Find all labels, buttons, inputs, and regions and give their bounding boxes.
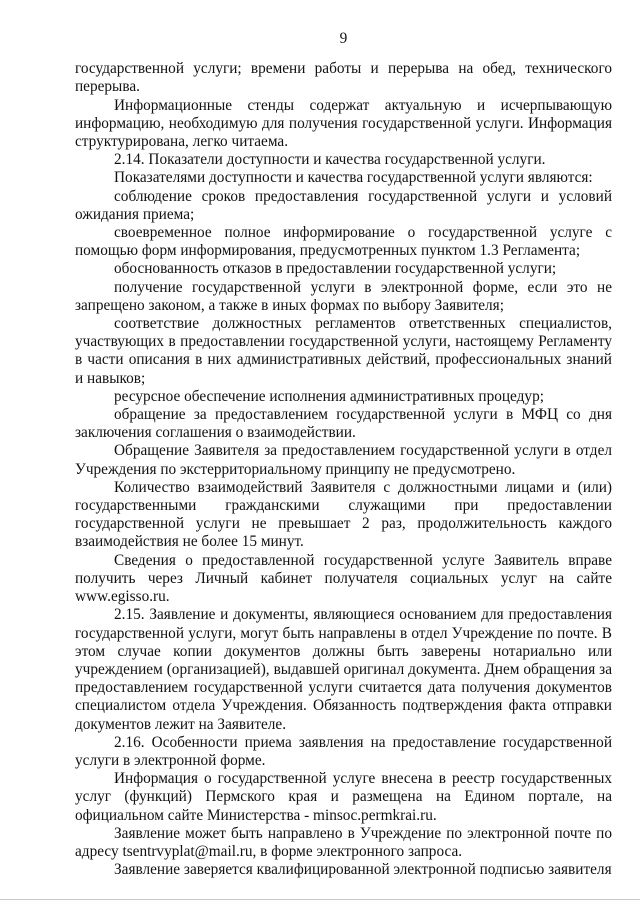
paragraph: Обращение Заявителя за предоставлением государственной услуги в отдел Учреждения по экстерриториальному принципу не предусмотрено. [75,442,612,478]
document-body [75,60,612,879]
section-heading: 2.14. Показатели доступности и качества государственной услуги. [114,151,546,169]
list-item: соответствие должностных регламентов ответственных специалистов, участвующих в предоставлении государственной услуги, настоящему Регламенту в части описания в них административных действий, профессиональных знаний и навыков; [75,315,612,387]
paragraph: Заявление может быть направлено в Учреждение по электронной почте по адресу tsentrvyplat@mail.ru, в форме электронного запроса. [75,824,612,860]
list-item: соблюдение сроков предоставления государственной услуги и условий ожидания приема; [75,187,612,223]
document-page [75,30,612,879]
scan-edge-line [0,899,640,900]
paragraph: Показателями доступности и качества государственной услуги являются: [114,169,593,187]
list-item: получение государственной услуги в электронной форме, если это не запрещено законом, а также в иных формах по выбору Заявителя; [75,278,612,314]
list-item: обращение за предоставлением государственной услуги в МФЦ со дня заключения соглашения о взаимодействии. [75,406,612,442]
paragraph: государственной услуги; времени работы и перерыва на обед, технического перерыва. [75,60,612,96]
paragraph: Количество взаимодействий Заявителя с должностными лицами и (или) государственными гражданскими служащими при предоставлении государственной услуги не превышает 2 раз, продолжительность каждого взаимодействия не более 15 минут. [75,478,612,551]
list-item: обоснованность отказов в предоставлении государственной услуги; [114,260,557,278]
list-item: ресурсное обеспечение исполнения административных процедур; [114,387,544,405]
paragraph: Заявление заверяется квалифицированной электронной подписью заявителя [114,861,612,879]
list-item: своевременное полное информирование о государственной услуге с помощью форм информирования, предусмотренных пунктом 1.3 Регламента; [75,224,612,260]
paragraph: Информация о государственной услуге внесена в реестр государственных услуг (функций) Пермского края и размещена на Едином портале, на официальном сайте Министерства - minsoc.permkrai.ru. [75,770,612,824]
paragraph: Сведения о предоставленной государственной услуге Заявитель вправе получить через Личный кабинет получателя социальных услуг на сайте www.egisso.ru. [75,551,612,606]
section-heading: 2.16. Особенности приема заявления на предоставление государственной услуги в электронной форме. [75,733,612,769]
paragraph: Информационные стенды содержат актуальную и исчерпывающую информацию, необходимую для получения государственной услуги. Информация структурирована, легко читаема. [75,96,612,151]
section-paragraph: 2.15. Заявление и документы, являющиеся основанием для предоставления государственной услуги, могут быть направлены в отдел Учреждение по почте. В этом случае копии документов должны быть заверены нотариально или учреждением (организацией), выдавшей оригинал документа. Днем обращения за предоставлением государственной услуги считается дата получения документов специалистом отдела Учреждения. Обязанность подтверждения факта отправки документов лежит на Заявителе. [75,606,612,733]
page-number: 9 [339,30,348,47]
